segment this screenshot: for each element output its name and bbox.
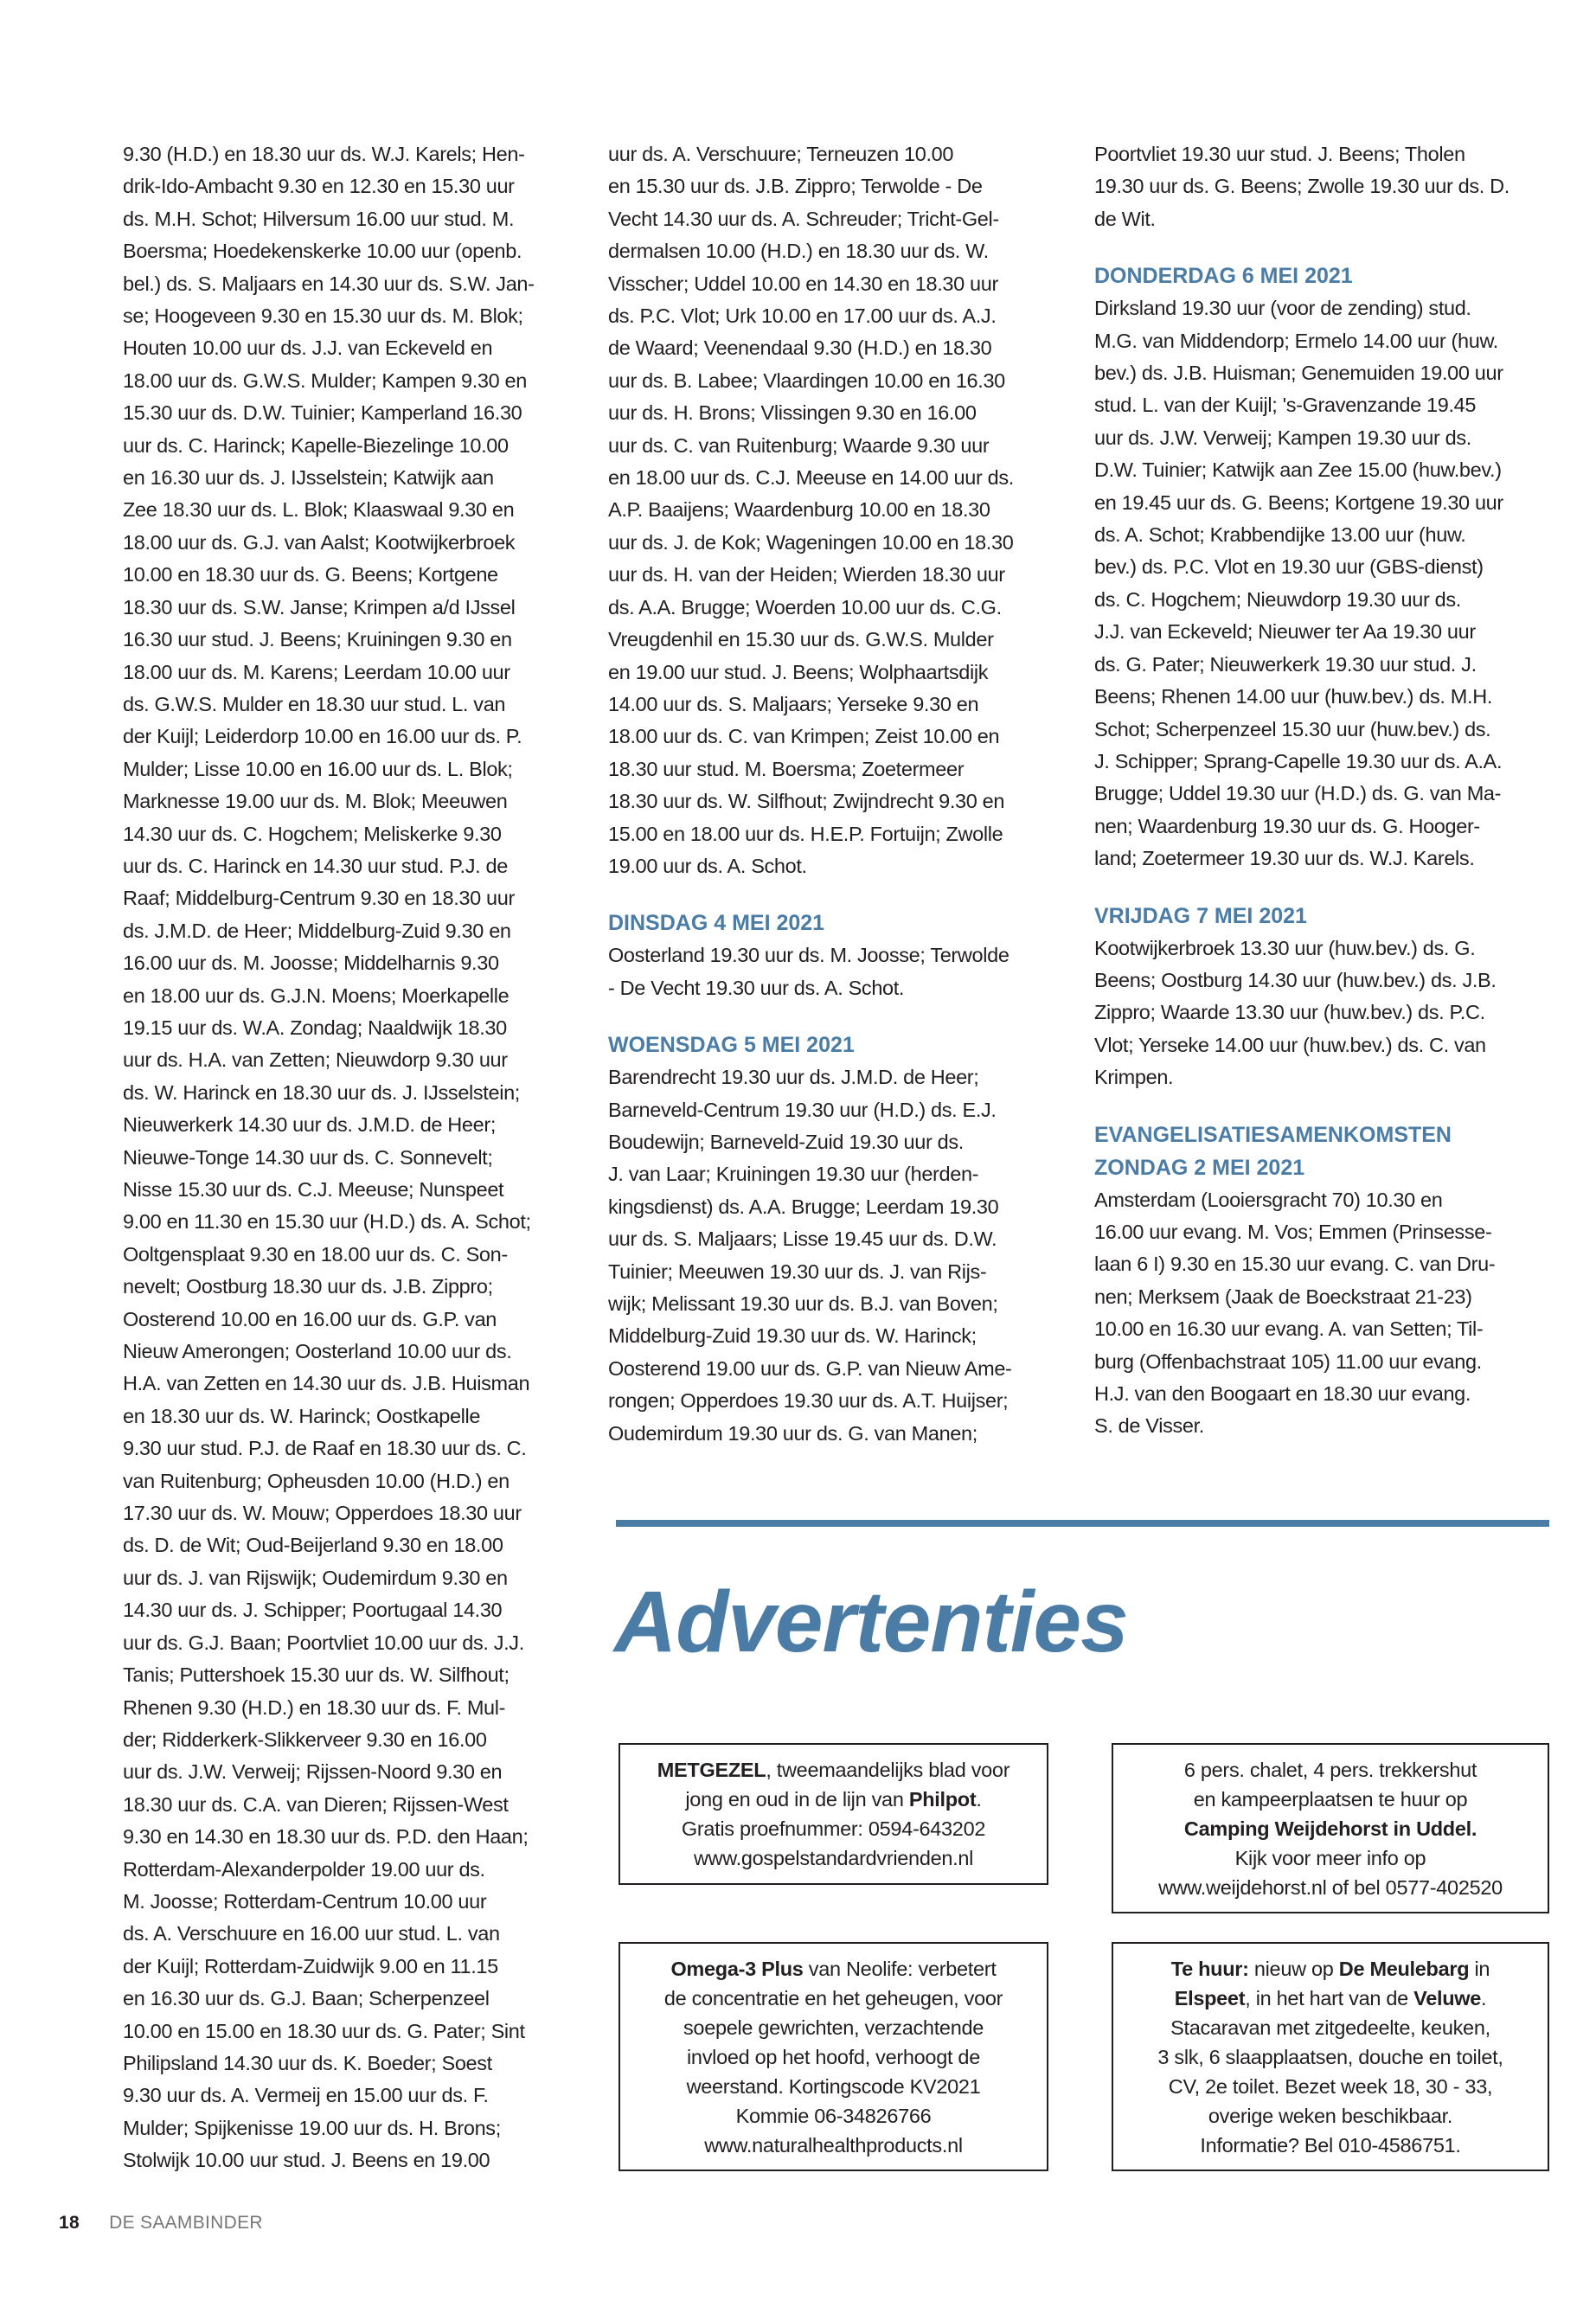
text-line: uur ds. H. van der Heiden; Wierden 18.30 uur: [608, 563, 1005, 586]
text-line: laan 6 I) 9.30 en 15.30 uur evang. C. van Dru-: [1094, 1253, 1496, 1276]
text-line: ds. A. Schot; Krabbendijke 13.00 uur (huw.: [1094, 523, 1466, 547]
heading-evangelisatie: EVANGELISATIESAMENKOMSTEN: [1094, 1122, 1452, 1147]
ad3-line2: de concentratie en het geheugen, voor: [663, 1987, 1003, 2009]
text-line: Oudemirdum 19.30 uur ds. G. van Manen;: [608, 1421, 977, 1445]
ad1-line3: Gratis proefnummer: 0594-643202: [681, 1817, 986, 1840]
ad2-line2: en kampeerplaatsen te huur op: [1193, 1788, 1468, 1811]
text-line: en 16.30 uur ds. G.J. Baan; Scherpenzeel: [123, 1987, 490, 2010]
heading-donderdag: DONDERDAG 6 MEI 2021: [1094, 264, 1353, 289]
text-line: land; Zoetermeer 19.30 uur ds. W.J. Karels.: [1094, 847, 1475, 870]
ad1-line1: METGEZEL, tweemaandelijks blad voor: [657, 1759, 1010, 1781]
text-line: ds. P.C. Vlot; Urk 10.00 en 17.00 uur ds. A.J.: [608, 304, 997, 328]
text-line: ds. W. Harinck en 18.30 uur ds. J. IJsselstein;: [123, 1080, 520, 1104]
text-line: Boersma; Hoedekenskerke 10.00 uur (openb.: [123, 240, 522, 263]
text-line: ds. G.W.S. Mulder en 18.30 uur stud. L. van: [123, 692, 506, 715]
text-line: de Wit.: [1094, 207, 1156, 230]
ad3-line5: weerstand. Kortingscode KV2021: [686, 2075, 981, 2098]
text-line: der Kuijl; Leiderdorp 10.00 en 16.00 uur ds. P.: [123, 725, 522, 748]
ad2-line1: 6 pers. chalet, 4 pers. trekkershut: [1183, 1759, 1477, 1781]
col2-intro: [608, 138, 1062, 882]
text-line: 9.30 uur stud. P.J. de Raaf en 18.30 uur ds. C.: [123, 1437, 527, 1460]
ad3-line4: invloed op het hoofd, verhoogt de: [687, 2046, 980, 2068]
text-line: uur ds. S. Maljaars; Lisse 19.45 uur ds. D.W.: [608, 1227, 997, 1251]
text-line: Beens; Rhenen 14.00 uur (huw.bev.) ds. M.H.: [1094, 685, 1492, 708]
ad4-line6: overige weken beschikbaar.: [1208, 2105, 1453, 2127]
text-line: uur ds. H.A. van Zetten; Nieuwdorp 9.30 uur: [123, 1048, 508, 1072]
ad3-website: www.naturalhealthproducts.nl: [704, 2134, 963, 2157]
advertenties-title: Advertenties: [614, 1574, 1128, 1670]
text-line: 14.30 uur ds. C. Hogchem; Meliskerke 9.30: [123, 822, 502, 845]
text-line: Nisse 15.30 uur ds. C.J. Meeuse; Nunspeet: [123, 1178, 504, 1201]
ad1-line2: jong en oud in de lijn van Philpot.: [685, 1788, 982, 1811]
text-line: bev.) ds. J.B. Huisman; Genemuiden 19.00 uur: [1094, 362, 1503, 385]
text-line: Tanis; Puttershoek 15.30 uur ds. W. Silfhout;: [123, 1663, 510, 1687]
text-line: ds. D. de Wit; Oud-Beijerland 9.30 en 18.00: [123, 1534, 503, 1557]
text-line: Tuinier; Meeuwen 19.30 uur ds. J. van Rijs-: [608, 1259, 987, 1283]
text-line: 16.30 uur stud. J. Beens; Kruiningen 9.30 en: [123, 628, 512, 651]
text-line: Vlot; Yerseke 14.00 uur (huw.bev.) ds. C. van: [1094, 1033, 1486, 1056]
text-line: 15.00 en 18.00 uur ds. H.E.P. Fortuijn; Zwolle: [608, 822, 1003, 845]
text-line: J. Schipper; Sprang-Capelle 19.30 uur ds. A.A.: [1094, 749, 1503, 772]
donderdag-services: [1094, 292, 1548, 875]
heading-dinsdag: DINSDAG 4 MEI 2021: [608, 911, 825, 936]
text-line: Rotterdam-Alexanderpolder 19.00 uur ds.: [123, 1857, 485, 1881]
text-line: Ooltgensplaat 9.30 en 18.00 uur ds. C. Son-: [123, 1242, 508, 1266]
text-line: Mulder; Lisse 10.00 en 16.00 uur ds. L. Blok;: [123, 757, 513, 780]
text-line: 10.00 en 15.00 en 18.30 uur ds. G. Pater; Sint: [123, 2019, 525, 2042]
text-line: en 18.00 uur ds. G.J.N. Moens; Moerkapelle: [123, 984, 510, 1007]
advert-camping: [1112, 1743, 1549, 1913]
text-line: Raaf; Middelburg-Centrum 9.30 en 18.30 uur: [123, 887, 515, 910]
text-line: uur ds. H. Brons; Vlissingen 9.30 en 16.00: [608, 401, 977, 425]
text-line: Amsterdam (Looiersgracht 70) 10.30 en: [1094, 1188, 1443, 1211]
heading-vrijdag: VRIJDAG 7 MEI 2021: [1094, 903, 1307, 928]
text-line: 18.00 uur ds. G.J. van Aalst; Kootwijkerbroek: [123, 530, 516, 554]
text-line: 9.30 uur ds. A. Vermeij en 15.00 uur ds. F.: [123, 2084, 489, 2107]
text-line: Schot; Scherpenzeel 15.30 uur (huw.bev.) ds.: [1094, 717, 1491, 740]
text-line: Visscher; Uddel 10.00 en 14.30 en 18.30 uur: [608, 272, 998, 295]
text-line: uur ds. J.W. Verweij; Rijssen-Noord 9.30 en: [123, 1760, 503, 1784]
text-line: D.W. Tuinier; Katwijk aan Zee 15.00 (huw.bev.): [1094, 458, 1502, 482]
text-line: ds. M.H. Schot; Hilversum 16.00 uur stud. M.: [123, 207, 515, 230]
advert-meulebarg: [1112, 1942, 1549, 2171]
text-line: Oosterend 10.00 en 16.00 uur ds. G.P. van: [123, 1307, 497, 1330]
text-line: 18.00 uur ds. G.W.S. Mulder; Kampen 9.30 en: [123, 369, 527, 392]
text-line: Brugge; Uddel 19.30 uur (H.D.) ds. G. van Ma-: [1094, 782, 1502, 805]
text-line: Oosterland 19.30 uur ds. M. Joosse; Terwolde: [608, 944, 1010, 967]
text-line: en 19.00 uur stud. J. Beens; Wolphaartsdijk: [608, 660, 989, 683]
text-line: Vreugdenhil en 15.30 uur ds. G.W.S. Mulder: [608, 628, 994, 651]
text-line: uur ds. A. Verschuure; Terneuzen 10.00: [608, 143, 954, 165]
text-line: de Waard; Veenendaal 9.30 (H.D.) en 18.30: [608, 336, 992, 360]
text-line: uur ds. B. Labee; Vlaardingen 10.00 en 16.30: [608, 369, 1005, 392]
text-line: J. van Laar; Kruiningen 19.30 uur (herden-: [608, 1163, 979, 1186]
text-line: ds. A. Verschuure en 16.00 uur stud. L. van: [123, 1922, 500, 1945]
text-line: uur ds. G.J. Baan; Poortvliet 10.00 uur ds. J.J.: [123, 1631, 524, 1654]
text-line: Beens; Oostburg 14.30 uur (huw.bev.) ds. J.B.: [1094, 968, 1497, 991]
text-line: S. de Visser.: [1094, 1414, 1204, 1438]
vrijdag-services: [1094, 933, 1548, 1094]
text-line: J.J. van Eckeveld; Nieuwer ter Aa 19.30 uur: [1094, 620, 1476, 644]
evangelisatie-services: [1094, 1184, 1548, 1443]
text-line: 14.00 uur ds. S. Maljaars; Yerseke 9.30 en: [608, 692, 979, 715]
text-line: rongen; Opperdoes 19.30 uur ds. A.T. Huijser;: [608, 1389, 1009, 1413]
ad4-line7: Informatie? Bel 010-4586751.: [1200, 2134, 1461, 2157]
schedule-column-3: [1094, 138, 1548, 1443]
schedule-column-1: [123, 138, 573, 2177]
text-line: 9.30 (H.D.) en 18.30 uur ds. W.J. Karels; Hen-: [123, 143, 525, 165]
text-line: en 15.30 uur ds. J.B. Zippro; Terwolde - De: [608, 175, 983, 198]
text-line: en 16.30 uur ds. J. IJsselstein; Katwijk aan: [123, 466, 494, 490]
text-line: nen; Merksem (Jaak de Boeckstraat 21-23): [1094, 1285, 1472, 1308]
ad3-line1: Omega-3 Plus van Neolife: verbetert: [670, 1958, 997, 1980]
text-line: M. Joosse; Rotterdam-Centrum 10.00 uur: [123, 1889, 487, 1913]
text-line: Houten 10.00 uur ds. J.J. van Eckeveld en: [123, 336, 493, 360]
text-line: Dirksland 19.30 uur (voor de zending) stud.: [1094, 297, 1471, 320]
text-line: Stolwijk 10.00 uur stud. J. Beens en 19.00: [123, 2149, 490, 2172]
text-line: H.A. van Zetten en 14.30 uur ds. J.B. Huisman: [123, 1372, 530, 1395]
text-line: 18.00 uur ds. C. van Krimpen; Zeist 10.00 en: [608, 725, 1000, 748]
text-line: 18.30 uur ds. W. Silfhout; Zwijndrecht 9.30 en: [608, 790, 1005, 813]
text-line: 15.30 uur ds. D.W. Tuinier; Kamperland 16.30: [123, 401, 522, 425]
magazine-name: DE SAAMBINDER: [109, 2213, 263, 2233]
text-line: uur ds. C. Harinck; Kapelle-Biezelinge 10.00: [123, 433, 509, 457]
ad3-line6: Kommie 06-34826766: [735, 2105, 932, 2127]
text-line: 19.30 uur ds. G. Beens; Zwolle 19.30 uur ds. D.: [1094, 175, 1509, 198]
ad4-line5: CV, 2e toilet. Bezet week 18, 30 - 33,: [1168, 2075, 1493, 2098]
text-line: ds. J.M.D. de Heer; Middelburg-Zuid 9.30 en: [123, 919, 511, 942]
text-line: 16.00 uur ds. M. Joosse; Middelharnis 9.30: [123, 952, 499, 975]
text-line: Nieuw Amerongen; Oosterland 10.00 uur ds.: [123, 1340, 512, 1363]
text-line: kingsdienst) ds. A.A. Brugge; Leerdam 19.30: [608, 1195, 999, 1218]
dinsdag-services: [608, 939, 1062, 1004]
text-line: 9.30 en 14.30 en 18.30 uur ds. P.D. den Haan;: [123, 1825, 529, 1849]
text-line: 17.30 uur ds. W. Mouw; Opperdoes 18.30 uur: [123, 1502, 522, 1525]
text-line: Vecht 14.30 uur ds. A. Schreuder; Tricht-Gel-: [608, 207, 999, 230]
text-line: Kootwijkerbroek 13.30 uur (huw.bev.) ds. G.: [1094, 936, 1476, 959]
text-line: Middelburg-Zuid 19.30 uur ds. W. Harinck;: [608, 1324, 977, 1348]
text-line: Krimpen.: [1094, 1066, 1174, 1089]
text-line: en 19.45 uur ds. G. Beens; Kortgene 19.30 uur: [1094, 490, 1503, 514]
text-line: dermalsen 10.00 (H.D.) en 18.30 uur ds. W.: [608, 240, 989, 263]
text-line: burg (Offenbachstraat 105) 11.00 uur evang.: [1094, 1349, 1482, 1373]
heading-zondag: ZONDAG 2 MEI 2021: [1094, 1155, 1305, 1180]
text-line: - De Vecht 19.30 uur ds. A. Schot.: [608, 976, 905, 999]
text-line: A.P. Baaijens; Waardenburg 10.00 en 18.30: [608, 498, 990, 522]
section-divider: [616, 1520, 1549, 1527]
advert-omega3: [619, 1942, 1048, 2171]
text-line: en 18.00 uur ds. C.J. Meeuse en 14.00 uur ds.: [608, 466, 1014, 490]
text-line: ds. C. Hogchem; Nieuwdorp 19.30 uur ds.: [1094, 587, 1461, 611]
heading-woensdag: WOENSDAG 5 MEI 2021: [608, 1033, 855, 1058]
text-line: 9.00 en 11.30 en 15.30 uur (H.D.) ds. A. Schot;: [123, 1210, 531, 1234]
text-line: 18.30 uur ds. S.W. Janse; Krimpen a/d IJssel: [123, 595, 516, 619]
schedule-column-2: [608, 138, 1062, 1450]
text-line: Zippro; Waarde 13.30 uur (huw.bev.) ds. P.C.: [1094, 1001, 1485, 1024]
text-line: Nieuwerkerk 14.30 uur ds. J.M.D. de Heer;: [123, 1113, 497, 1137]
text-line: nen; Waardenburg 19.30 uur ds. G. Hooger-: [1094, 814, 1480, 837]
text-line: Oosterend 19.00 uur ds. G.P. van Nieuw Ame-: [608, 1356, 1012, 1380]
woensdag-services: [608, 1061, 1062, 1450]
ad2-line4: Kijk voor meer info op: [1234, 1847, 1426, 1869]
text-line: 10.00 en 16.30 uur evang. A. van Setten; Til-: [1094, 1317, 1484, 1341]
ad4-line2: Elspeet, in het hart van de Veluwe.: [1174, 1987, 1487, 2009]
ad4-line4: 3 slk, 6 slaapplaatsen, douche en toilet,: [1157, 2046, 1503, 2068]
ad2-website: www.weijdehorst.nl of bel 0577-402520: [1158, 1876, 1503, 1899]
text-line: uur ds. J. van Rijswijk; Oudemirdum 9.30 en: [123, 1566, 508, 1589]
text-line: uur ds. C. van Ruitenburg; Waarde 9.30 uur: [608, 433, 990, 457]
page-footer: [59, 2213, 263, 2234]
text-line: H.J. van den Boogaart en 18.30 uur evang.: [1094, 1382, 1471, 1405]
text-line: ds. G. Pater; Nieuwerkerk 19.30 uur stud. J.: [1094, 652, 1477, 676]
text-line: Rhenen 9.30 (H.D.) en 18.30 uur ds. F. Mul-: [123, 1695, 506, 1719]
text-line: 18.00 uur ds. M. Karens; Leerdam 10.00 uur: [123, 660, 510, 683]
text-line: drik-Ido-Ambacht 9.30 en 12.30 en 15.30 uur: [123, 175, 515, 198]
text-line: uur ds. C. Harinck en 14.30 uur stud. P.J. de: [123, 854, 508, 877]
text-line: 10.00 en 18.30 uur ds. G. Beens; Kortgene: [123, 563, 498, 586]
text-line: Marknesse 19.00 uur ds. M. Blok; Meeuwen: [123, 790, 508, 813]
advert-metgezel: [619, 1743, 1048, 1885]
text-line: 18.30 uur ds. C.A. van Dieren; Rijssen-West: [123, 1792, 509, 1816]
text-line: ds. A.A. Brugge; Woerden 10.00 uur ds. C.G.: [608, 595, 1002, 619]
text-line: Nieuwe-Tonge 14.30 uur ds. C. Sonnevelt;: [123, 1145, 493, 1169]
text-line: bel.) ds. S. Maljaars en 14.30 uur ds. S.W. Jan-: [123, 272, 535, 295]
ad4-line3: Stacaravan met zitgedeelte, keuken,: [1170, 2016, 1490, 2039]
col3-intro: [1094, 138, 1548, 235]
text-line: Barendrecht 19.30 uur ds. J.M.D. de Heer;: [608, 1066, 979, 1089]
page-number: 18: [59, 2213, 80, 2233]
text-line: uur ds. J.W. Verweij; Kampen 19.30 uur ds.: [1094, 426, 1471, 449]
text-line: nevelt; Oostburg 18.30 uur ds. J.B. Zippro;: [123, 1275, 493, 1298]
ad4-line1: Te huur: nieuw op De Meulebarg in: [1170, 1958, 1490, 1980]
text-line: 16.00 uur evang. M. Vos; Emmen (Prinsesse-: [1094, 1220, 1492, 1243]
text-line: 19.00 uur ds. A. Schot.: [608, 854, 807, 877]
text-line: wijk; Melissant 19.30 uur ds. B.J. van Boven;: [608, 1292, 998, 1315]
ad2-line3: Camping Weijdehorst in Uddel.: [1183, 1817, 1477, 1840]
text-line: Barneveld-Centrum 19.30 uur (H.D.) ds. E.J.: [608, 1098, 997, 1121]
text-line: en 18.30 uur ds. W. Harinck; Oostkapelle: [123, 1404, 481, 1427]
text-line: Poortvliet 19.30 uur stud. J. Beens; Tholen: [1094, 143, 1465, 165]
text-line: Philipsland 14.30 uur ds. K. Boeder; Soest: [123, 2051, 492, 2074]
text-line: 14.30 uur ds. J. Schipper; Poortugaal 14.30: [123, 1599, 503, 1622]
text-line: Mulder; Spijkenisse 19.00 uur ds. H. Brons;: [123, 2116, 501, 2139]
ad1-website: www.gospelstandardvrienden.nl: [693, 1847, 974, 1869]
text-line: der Kuijl; Rotterdam-Zuidwijk 9.00 en 11.15: [123, 1954, 498, 1977]
text-line: se; Hoogeveen 9.30 en 15.30 uur ds. M. Blok;: [123, 304, 523, 328]
text-line: Zee 18.30 uur ds. L. Blok; Klaaswaal 9.30 en: [123, 498, 515, 522]
text-line: uur ds. J. de Kok; Wageningen 10.00 en 18.30: [608, 530, 1014, 554]
text-line: der; Ridderkerk-Slikkerveer 9.30 en 16.00: [123, 1727, 487, 1751]
text-line: Boudewijn; Barneveld-Zuid 19.30 uur ds.: [608, 1130, 964, 1153]
text-line: stud. L. van der Kuijl; 's-Gravenzande 19.45: [1094, 394, 1477, 417]
ad3-line3: soepele gewrichten, verzachtende: [683, 2016, 984, 2039]
text-line: bev.) ds. P.C. Vlot en 19.30 uur (GBS-dienst): [1094, 555, 1484, 579]
text-line: 18.30 uur stud. M. Boersma; Zoetermeer: [608, 757, 965, 780]
text-line: 19.15 uur ds. W.A. Zondag; Naaldwijk 18.30: [123, 1016, 507, 1039]
text-line: M.G. van Middendorp; Ermelo 14.00 uur (huw.: [1094, 329, 1498, 352]
text-line: van Ruitenburg; Opheusden 10.00 (H.D.) en: [123, 1469, 510, 1492]
